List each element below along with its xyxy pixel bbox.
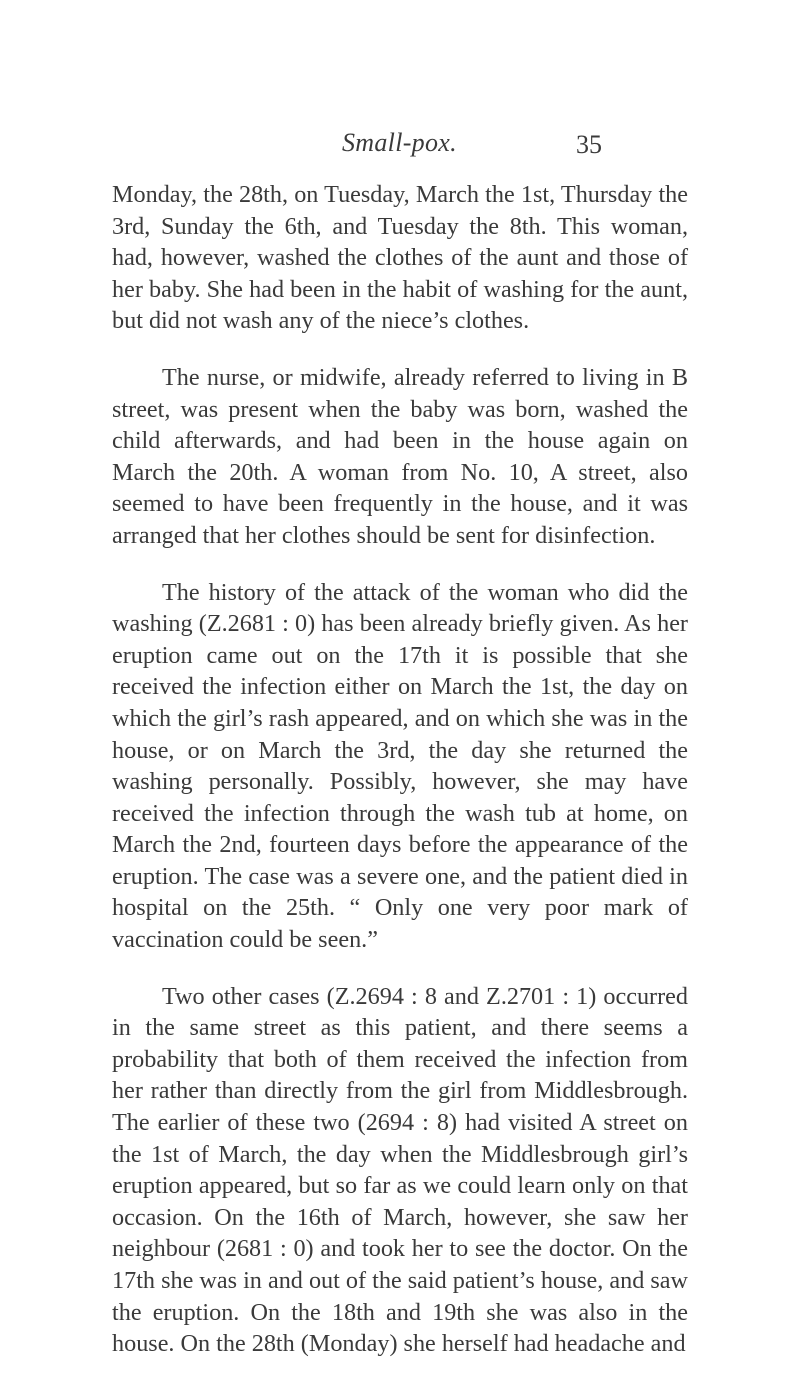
- body-text: [112, 179, 688, 1360]
- paragraph-4: Two other cases (Z.2694 : 8 and Z.2701 : 1) occurred in the same street as this patient, and there seems a probability that both of them received the infection from her rather than directly from the girl from Middlesbrough. The earlier of these two (2694 : 8) had visited A street on the 1st of March, the day when the Middlesbrough girl’s eruption appeared, but so far as we could learn only on that occasion. On the 16th of March, however, she saw her neighbour (2681 : 0) and took her to see the doctor. On the 17th she was in and out of the said patient’s house, and saw the eruption. On the 18th and 19th she was also in the house. On the 28th (Monday) she herself had headache and: [112, 982, 688, 1358]
- page-number: 35: [576, 130, 602, 159]
- running-title: Small-pox.: [342, 128, 457, 157]
- paragraph-3: The history of the attack of the woman who did the washing (Z.2681 : 0) has been already briefly given. As her eruption came out on the 17th it is possible that she received the infection either on March the 1st, the day on which the girl’s rash appeared, and on which she was in the house, or on March the 3rd, the day she returned the washing personally. Possibly, however, she may have received the infection through the wash tub at home, on March the 2nd, fourteen days before the appearance of the eruption. The case was a severe one, and the patient died in hospital on the 25th. “ Only one very poor mark of vaccination could be seen.”: [112, 578, 688, 954]
- paragraph-1: Monday, the 28th, on Tuesday, March the 1st, Thursday the 3rd, Sunday the 6th, and Tuesday the 8th. This woman, had, however, washed the clothes of the aunt and those of her baby. She had been in the habit of washing for the aunt, but did not wash any of the niece’s clothes.: [112, 181, 688, 335]
- running-head: [0, 128, 800, 168]
- paragraph-2: The nurse, or midwife, already referred to living in B street, was present when the baby was born, washed the child afterwards, and had been in the house again on March the 20th. A woman from No. 10, A street, also seemed to have been frequently in the house, and it was arranged that her clothes should be sent for disinfection.: [112, 363, 688, 549]
